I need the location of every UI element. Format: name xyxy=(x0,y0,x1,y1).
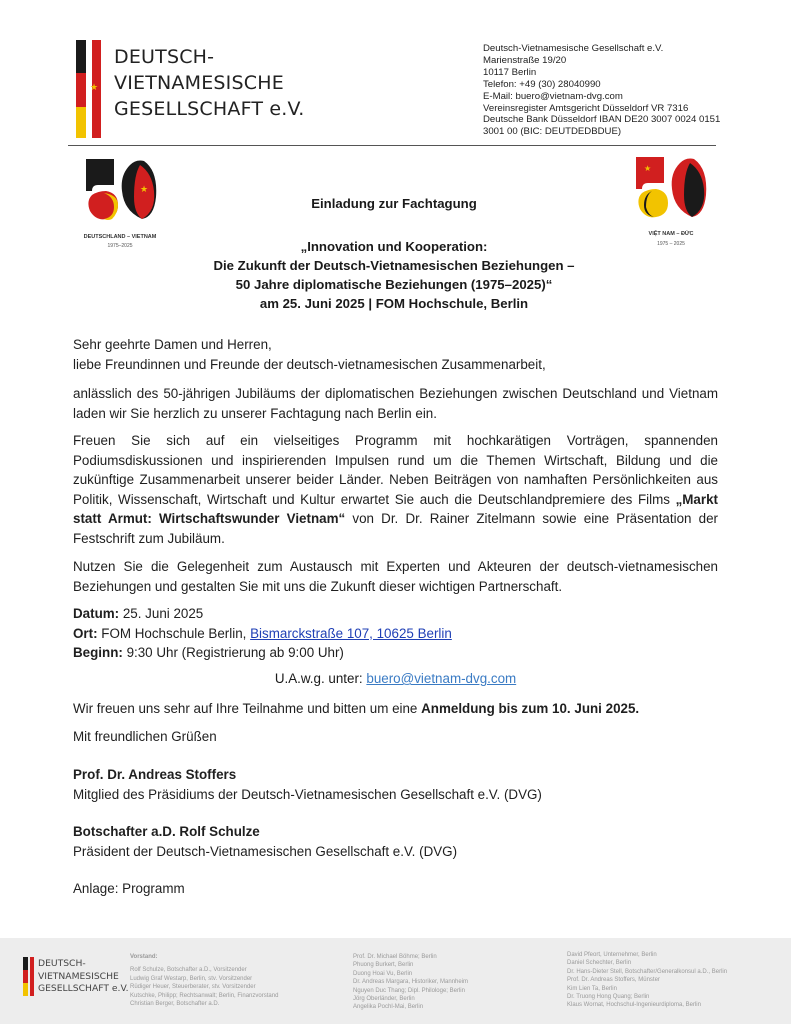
place-label: Ort: xyxy=(73,625,98,641)
footer-board-heading: Vorstand: xyxy=(130,954,158,960)
footer-flag-red-right xyxy=(30,957,34,996)
closing-text: Wir freuen uns sehr auf Ihre Teilnahme und bitten um eine xyxy=(73,701,422,716)
rsvp-line xyxy=(73,671,718,686)
footer-member: Daniel Schechter, Berlin xyxy=(567,960,632,967)
footer-logo-line-3: GESELLSCHAFT e.V. xyxy=(38,983,129,994)
signer-2 xyxy=(73,822,718,861)
signer-2-name: Botschafter a.D. Rolf Schulze xyxy=(73,824,260,839)
paragraph-program-text: Freuen Sie sich auf ein vielseitiges Programm mit hochkarätigen Vorträgen, spannenden Podiumsdiskussionen und inspirierenden Impulsen rund um die Themen Wirtschaft, Bildung und die zukünftige Zusammenarbeit unserer beider Länder. Neben Beiträgen von namhaften Persönlichkeiten aus Politik, Wissenschaft, Wirtschaft und Kultur erwartet Sie auch die Deutschlandpremiere des Films xyxy=(73,433,718,507)
footer-member: Jörg Oberländer, Berlin xyxy=(353,996,415,1003)
salutation-line-1: Sehr geehrte Damen und Herren, xyxy=(73,337,272,352)
contact-email: E-Mail: buero@vietnam-dvg.com xyxy=(483,90,623,102)
logo-line-3: GESELLSCHAFT e.V. xyxy=(114,98,305,120)
footer-flag-gold xyxy=(23,983,28,996)
event-title-line-4: am 25. Juni 2025 | FOM Hochschule, Berlin xyxy=(259,296,529,311)
salutation xyxy=(73,335,718,374)
contact-org: Deutsch-Vietnamesische Gesellschaft e.V. xyxy=(483,43,664,54)
footer-member: Phuong Burkert, Berlin xyxy=(353,962,414,969)
event-start xyxy=(73,643,718,663)
rsvp-prefix: U.A.w.g. unter: xyxy=(274,671,367,686)
footer-member: Rüdiger Heuer, Steuerberater, stv. Vorsitzender xyxy=(130,984,256,991)
footer-member: Ludwig Graf Westarp, Berlin, stv. Vorsitzender xyxy=(130,975,253,982)
footer-board-column-2 xyxy=(353,953,468,1012)
anniversary-left-caption: DEUTSCHLAND – VIETNAM xyxy=(83,234,157,240)
date-label: Datum: xyxy=(73,606,120,621)
fifty-years-emblem-de-icon xyxy=(84,157,158,223)
footer-member: Kutschke, Philipp; Rechtsanwalt; Berlin, Finanzvorstand xyxy=(130,992,279,999)
footer-member: Prof. Dr. Michael Böhme; Berlin xyxy=(353,954,437,960)
event-date xyxy=(73,604,718,624)
footer-wordmark xyxy=(38,958,129,996)
footer-board-column-3 xyxy=(567,951,727,1010)
attachment-note: Anlage: Programm xyxy=(73,881,185,896)
event-title xyxy=(140,237,648,313)
anniversary-left-years: 1975–2025 xyxy=(107,243,133,249)
footer-member: Kim Lien Ta, Berlin xyxy=(567,985,617,992)
paragraph-anniversary: anlässlich des 50-jährigen Jubiläums der diplomatischen Beziehungen zwischen Deutschland und Vietnam laden wir Sie herzlich zu unserer Fachtagung nach Berlin ein. xyxy=(73,386,718,421)
logo-wordmark xyxy=(114,44,305,122)
regards: Mit freundlichen Grüßen xyxy=(73,729,217,744)
signer-2-role: Präsident der Deutsch-Vietnamesischen Gesellschaft e.V. (DVG) xyxy=(73,843,458,859)
logo-line-1: DEUTSCH- xyxy=(114,46,215,68)
rsvp-email-link[interactable]: buero@vietnam-dvg.com xyxy=(366,671,517,686)
flag-bar-black xyxy=(76,40,86,73)
signer-1-name: Prof. Dr. Andreas Stoffers xyxy=(73,767,237,782)
fifty-years-emblem-vn-icon xyxy=(634,155,708,221)
flag-bar-red xyxy=(76,73,86,107)
footer-member: Duong Hoai Vu, Berlin xyxy=(353,970,413,977)
footer-member: Christian Berger, Botschafter a.D. xyxy=(130,1001,220,1008)
footer-member: Prof. Dr. Andreas Stoffers, Münster xyxy=(567,977,660,984)
footer-logo-line-2: VIETNAMESISCHE xyxy=(38,970,119,982)
event-title-line-1: „Innovation und Kooperation: xyxy=(300,239,488,254)
signer-1 xyxy=(73,765,718,804)
paragraph-exchange: Nutzen Sie die Gelegenheit zum Austausch mit Experten und Akteuren der deutsch-vietnamesischen Beziehungen und gestalten Sie mit uns die Zukunft dieser wichtigen Partnerschaft. xyxy=(73,559,718,594)
invitation-heading: Einladung zur Fachtagung xyxy=(311,196,477,211)
footer-member: David Pfeort, Unternehmer, Berlin xyxy=(567,952,657,958)
registration-deadline: Anmeldung bis zum 10. Juni 2025. xyxy=(421,701,640,716)
salutation-line-2: liebe Freundinnen und Freunde der deutsch-vietnamesischen Zusammenarbeit, xyxy=(73,356,546,372)
event-details xyxy=(73,604,718,663)
start-label: Beginn: xyxy=(73,645,123,661)
footer-member: Dr. Hans-Dieter Stell, Botschafter/Generalkonsul a.D., Berlin xyxy=(567,968,728,975)
paragraph-program xyxy=(73,431,718,549)
star-icon: ★ xyxy=(90,82,99,92)
address-link[interactable]: Bismarckstraße 107, 10625 Berlin xyxy=(250,625,452,641)
footer-member: Nguyen Duc Thang; Dipl. Philologe; Berlin xyxy=(353,987,465,994)
footer-member: Klaus Wornat, Hochschul-Ingenieurdiploma, Berlin xyxy=(567,1002,701,1009)
contact-block xyxy=(483,43,720,138)
footer-member: Rolf Schulze, Botschafter a.D., Vorsitzender xyxy=(130,967,247,974)
footer-member: Dr. Andreas Margara, Historiker, Mannheim xyxy=(353,979,469,986)
paragraph-program-text-end: von Dr. Dr. Rainer Zitelmann sowie eine Präsentation der Festschrift zum Jubiläum. xyxy=(73,511,719,546)
logo-line-2: VIETNAMESISCHE xyxy=(114,72,284,94)
event-place xyxy=(73,624,718,644)
contact-city: 10117 Berlin xyxy=(483,66,537,78)
closing-line xyxy=(73,699,718,719)
footer-flag-black xyxy=(23,957,28,970)
start-value: 9:30 Uhr (Registrierung ab 9:00 Uhr) xyxy=(122,645,344,661)
svg-text:★: ★ xyxy=(139,184,149,194)
date-value: 25. Juni 2025 xyxy=(119,606,204,621)
event-title-line-3: 50 Jahre diplomatische Beziehungen (1975–2025)“ xyxy=(235,277,553,292)
contact-bank: Deutsche Bank Düsseldorf IBAN DE20 3007 0024 0151 xyxy=(483,114,721,126)
film-title: „Markt statt Armut: Wirtschaftswunder Vietnam“ xyxy=(73,491,718,527)
contact-bic: 3001 00 (BIC: DEUTDEDBDUE) xyxy=(483,126,622,138)
anniversary-right-caption: VIỆT NAM – ĐỨC xyxy=(648,231,694,237)
header-divider xyxy=(68,145,716,146)
contact-phone: Telefon: +49 (30) 28040990 xyxy=(483,78,601,90)
footer-board-column-1 xyxy=(130,953,278,1008)
place-value: FOM Hochschule Berlin, xyxy=(97,625,251,641)
contact-street: Marienstraße 19/20 xyxy=(483,54,567,66)
svg-text:★: ★ xyxy=(644,164,652,173)
signer-1-role: Mitglied des Präsidiums der Deutsch-Vietnamesischen Gesellschaft e.V. (DVG) xyxy=(73,786,542,802)
event-title-line-2: Die Zukunft der Deutsch-Vietnamesischen Beziehungen – xyxy=(213,258,575,273)
contact-register: Vereinsregister Amtsgericht Düsseldorf VR 7316 xyxy=(483,102,689,114)
footer-member: Angelika Pochl-Mai, Berlin xyxy=(353,1004,424,1011)
footer-member: Dr. Truong Hong Quang; Berlin xyxy=(567,994,650,1001)
footer-flag-red xyxy=(23,970,28,983)
flag-bar-gold xyxy=(76,107,86,138)
footer-logo-line-1: DEUTSCH- xyxy=(38,958,86,969)
anniversary-right-years: 1975 – 2025 xyxy=(657,241,685,247)
